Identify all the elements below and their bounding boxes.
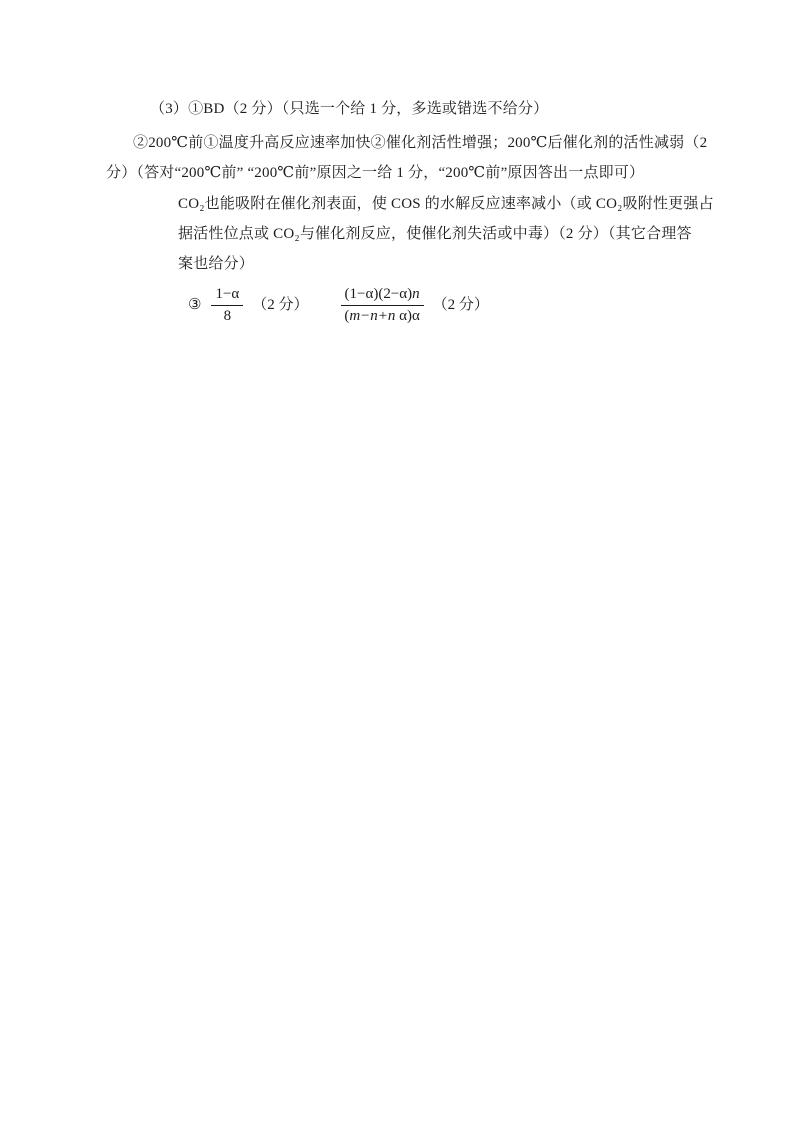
fraction-2 (341, 287, 424, 324)
answer-line-co2-adsorption-1: CO₂也能吸附在催化剂表面，使 COS 的水解反应速率减小（或 CO₂吸附性更强占 (178, 196, 714, 212)
answer-line-temperature-reason-2: 分）（答对“200℃前” “200℃前”原因之一给 1 分，“200℃前”原因答出一点即可） (106, 165, 645, 181)
frac2-num-variable: n (412, 286, 420, 302)
answer-line-co2-adsorption-3: 案也给分） (178, 256, 255, 272)
fraction-1-numerator: 1−α (211, 287, 243, 306)
answer-line-co2-adsorption-2: 据活性位点或 CO₂与催化剂反应，使催化剂失活或中毒）（2 分）（其它合理答 (178, 226, 692, 242)
fraction-2-denominator (344, 306, 420, 324)
frac2-den-open-paren: ( (344, 308, 350, 324)
fraction-1-score: （2 分） (252, 297, 309, 313)
fraction-1-denominator: 8 (223, 308, 232, 324)
fraction-2-numerator (341, 287, 424, 306)
frac2-den-variables: m−n+n (349, 308, 396, 324)
frac2-den-close: α)α (395, 308, 420, 324)
fraction-1 (211, 287, 243, 324)
formula-answer-row (188, 287, 489, 324)
answer-line-temperature-reason-1: ②200℃前①温度升高反应速率加快②催化剂活性增强；200℃后催化剂的活性减弱（2 (133, 135, 708, 151)
fraction-2-score: （2 分） (432, 297, 489, 313)
frac2-num-plain: (1−α)(2−α) (344, 286, 413, 302)
item-marker-circled-3: ③ (188, 297, 202, 313)
answer-line-choice-bd: （3）①BD（2 分）（只选一个给 1 分，多选或错选不给分） (150, 101, 549, 117)
